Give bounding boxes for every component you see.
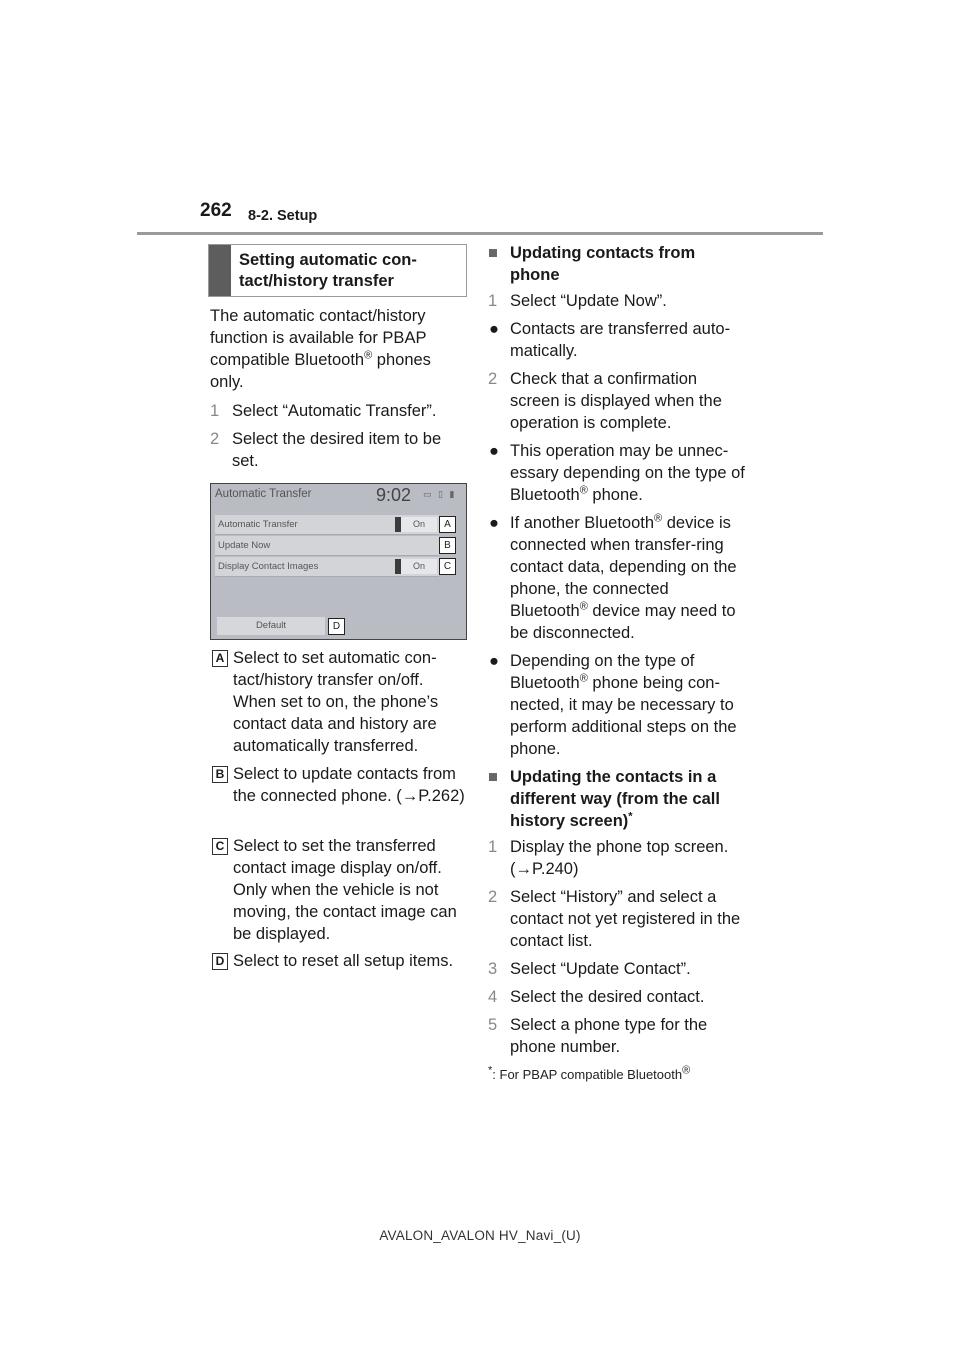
bullet-icon: ●	[489, 652, 499, 670]
bullet-item: ● Contacts are transferred auto-matically.	[489, 320, 731, 360]
step-item: 2 Select the desired item to be set.	[210, 430, 442, 470]
callout-b: B	[439, 537, 456, 554]
page-footer: AVALON_AVALON HV_Navi_(U)	[379, 1228, 581, 1243]
step-item: 5 Select a phone type for the phone number.	[488, 1016, 708, 1056]
screen-clock: 9:02	[376, 485, 412, 505]
callout-a: A	[439, 516, 456, 533]
step-item: 1 Select “Update Now”.	[488, 292, 667, 310]
section-heading-box	[208, 244, 467, 297]
section-title: 8-2. Setup	[248, 208, 318, 224]
step-item: 3 Select “Update Contact”.	[488, 960, 691, 978]
callout-c: C	[439, 558, 456, 575]
left-steps	[210, 400, 464, 478]
badge-c: C	[212, 838, 228, 855]
bullet-item: ● Depending on the type of Bluetooth® phone being con-nected, it may be necessary to perform additional steps on the phone.	[489, 652, 737, 758]
default-button[interactable]: Default	[217, 617, 325, 635]
header-rule	[137, 232, 823, 235]
page-number: 262	[200, 200, 232, 221]
item-c-description: Select to set the transferred contact image display on/off. Only when the vehicle is not moving, the contact image can be displayed.	[233, 837, 457, 943]
step-item: 2 Check that a confirmation screen is displayed when the operation is complete.	[488, 370, 722, 432]
subheading-call-history: ■ Updating the contacts in a different way (from the call history screen)*	[488, 768, 720, 830]
bullet-item: ● If another Bluetooth® device is connected when transfer-ring contact data, depending on the phone, the connected Bluetooth® device may need to be disconnected.	[489, 512, 737, 642]
intro-text-end: phones only.	[210, 351, 431, 391]
screen-figure	[210, 483, 467, 640]
status-icons: ▭ ▯ ▮	[423, 489, 457, 499]
badge-a: A	[212, 650, 228, 667]
item-b-description: Select to update contacts from the connected phone. (→P.262)	[233, 765, 465, 805]
bullet-item: ● This operation may be unnec-essary depending on the type of Bluetooth® phone.	[489, 442, 745, 504]
section-heading: Setting automatic con- tact/history transfer	[239, 251, 417, 290]
square-bullet-icon: ■	[488, 768, 498, 786]
screen-title: Automatic Transfer	[215, 488, 312, 500]
subheading-updating-contacts: ■ Updating contacts from phone	[488, 244, 696, 284]
intro-paragraph	[210, 305, 462, 393]
heading-bar	[209, 245, 231, 296]
bullet-icon: ●	[489, 320, 499, 338]
footnote: *: For PBAP compatible Bluetooth®	[488, 1064, 691, 1082]
right-column	[488, 242, 748, 1086]
badge-b: B	[212, 766, 228, 783]
step-item: 2 Select “History” and select a contact not yet registered in the contact list.	[488, 888, 741, 950]
registered-mark: ®	[364, 349, 373, 362]
badge-d: D	[212, 953, 228, 970]
item-d-description: Select to reset all setup items.	[233, 952, 454, 970]
item-a-description: Select to set automatic con-tact/history transfer on/off. When set to on, the phone’s contact data and history are automatically transferred.	[233, 649, 439, 755]
toggle-on[interactable]: On	[395, 517, 437, 532]
screen-row-display-contact-images[interactable]: Display Contact Images On	[215, 557, 439, 577]
right-steps	[488, 836, 748, 1058]
screen-row-automatic-transfer[interactable]: Automatic Transfer On	[215, 515, 439, 535]
screen-row-update-now[interactable]: Update Now	[215, 536, 439, 556]
toggle-on[interactable]: On	[395, 559, 437, 574]
step-item: 1 Select “Automatic Transfer”.	[210, 402, 437, 420]
bullet-icon: ●	[489, 442, 499, 460]
step-item: 1 Display the phone top screen. (→P.240)	[488, 838, 729, 878]
callout-d: D	[328, 618, 345, 635]
bullet-icon: ●	[489, 514, 499, 532]
step-item: 4 Select the desired contact.	[488, 988, 705, 1006]
square-bullet-icon: ■	[488, 244, 498, 262]
intro-text: The automatic contact/history function is available for PBAP compatible Bluetooth	[210, 307, 427, 369]
